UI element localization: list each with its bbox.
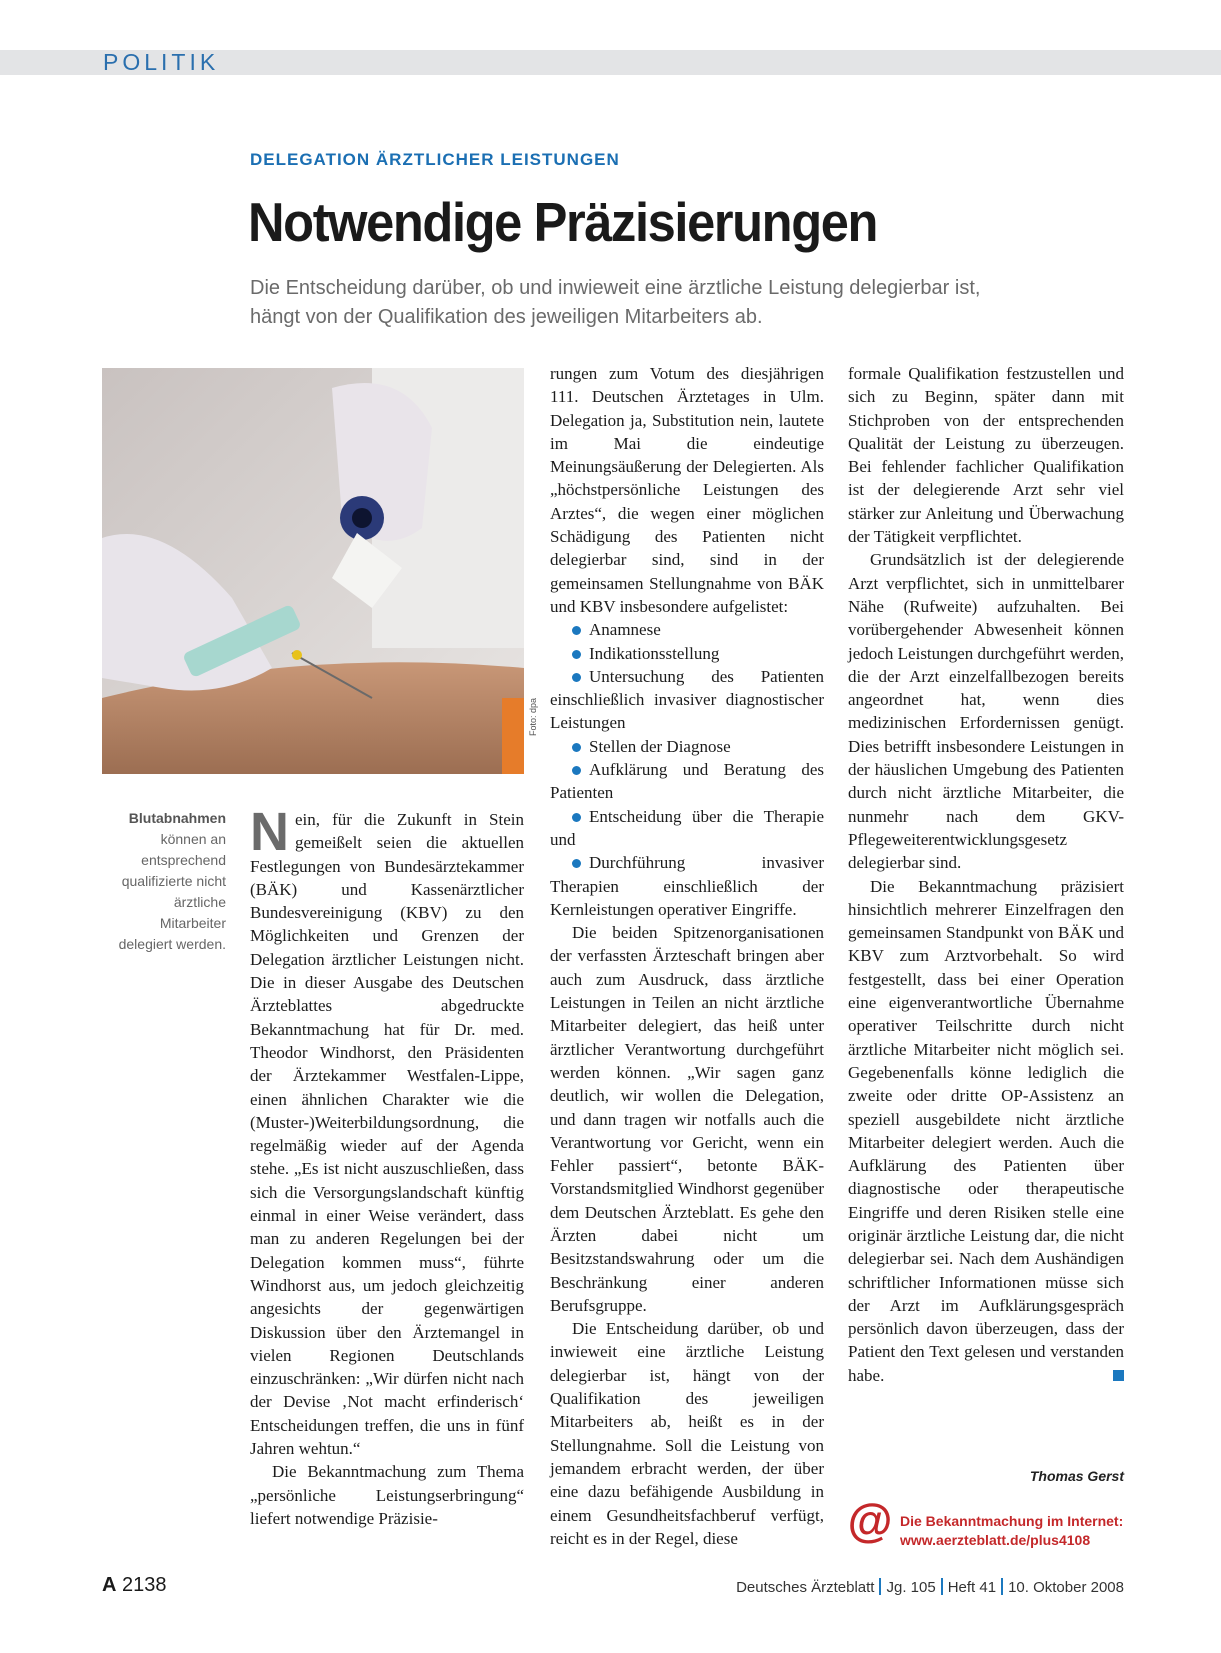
bullet-icon — [572, 766, 581, 775]
list-item: Entscheidung über die Therapie und — [550, 806, 824, 849]
list-item: Indikationsstellung — [550, 642, 824, 665]
list-item: Durchführung invasiver Therapien einschließlich der Kernleistungen operativer Eingriffe. — [550, 853, 824, 919]
bullet-icon — [572, 813, 581, 822]
bullet-icon — [572, 859, 581, 868]
column-1 — [250, 802, 524, 1530]
paragraph: Grundsätzlich ist der delegierende Arzt verpflichtet, sich in unmittelbarer Nähe (Rufweite) aufzuhalten. Bei vorübergehender Abwesenheit können jedoch Leistungen durchgeführt werden, die der Arzt einzelfallbezogen bereits angeordnet hat, wenn dies medizinischen Erfordernissen genügt. Dies betrifft insbesondere Leistungen in der häuslichen Umgebung des Patienten durch nicht ärztliche Mitarbeiter, die nunmehr nach dem GKV-Pflegeweiterentwicklungsgesetz delegierbar sind. — [848, 550, 1124, 873]
bullet-icon — [572, 743, 581, 752]
volume: Jg. 105 — [886, 1579, 936, 1596]
article-photo — [102, 368, 524, 774]
photo-caption — [110, 808, 226, 955]
column-2 — [550, 362, 824, 1550]
page-number: A 2138 — [102, 1574, 167, 1596]
article-headline: Notwendige Präzisierungen — [248, 191, 878, 253]
bullet-icon — [572, 673, 581, 682]
internet-reference — [900, 1512, 1123, 1550]
caption-text: können an entsprechend qualifizierte nicht ärztliche Mitarbeiter delegiert werden. — [118, 831, 226, 952]
bullet-icon — [572, 626, 581, 635]
paragraph: rungen zum Votum des diesjährigen 111. Deutschen Ärztetages in Ulm. Delegation ja, Substitution nein, lautete im Mai die eindeutige Meinungsäußerung der Delegierten. Als „höchstpersönliche Leistungen des Arztes“, die wegen einer möglichen Schädigung des Patienten nicht delegierbar sind, sind in der gemeinsamen Stellungnahme von BÄK und KBV insbesondere aufgelistet: — [550, 364, 824, 616]
svg-text:@: @ — [847, 1496, 893, 1544]
article-kicker: DELEGATION ÄRZTLICHER LEISTUNGEN — [250, 150, 620, 169]
article-lede: Die Entscheidung darüber, ob und inwieweit eine ärztliche Leistung delegierbar ist, hängt von der Qualifikation des jeweiligen Mitarbeiters ab. — [250, 277, 981, 328]
issue-date: 10. Oktober 2008 — [1008, 1579, 1124, 1596]
separator — [1001, 1578, 1003, 1595]
internet-label: Die Bekanntmachung im Internet: — [900, 1513, 1124, 1529]
list-item: Untersuchung des Patienten einschließlich invasiver diagnostischer Leistungen — [550, 666, 824, 733]
journal-name: Deutsches Ärzteblatt — [736, 1579, 875, 1596]
paragraph: Nein, für die Zukunft in Stein gemeißelt seien die aktuellen Festlegungen von Bundesärztekammer (BÄK) und Kassenärztlicher Bundesvereinigung (KBV) zu den Möglichkeiten und Grenzen der Delegation ärztlicher Leistungen nicht. Die in dieser Ausgabe des Deutschen Ärzteblattes abgedruckte Bekanntmachung hat für Dr. med. Theodor Windhorst, den Präsidenten der Ärztekammer Westfalen-Lippe, einen ähnlichen Charakter wie die (Muster-)Weiterbildungsordnung, die regelmäßig wieder auf der Agenda stehe. „Es ist nicht auszuschließen, dass sich die Versorgungslandschaft künftig einmal in einer Weise verändert, dass man zu anderen Regelungen bei der Delegation kommen muss“, führte Windhorst aus, um jedoch gleichzeitig angesichts der gegenwärtigen Diskussion über den Ärztemangel in vielen Regionen Deutschlands einzuschränken: „Wir dürfen nicht nach der Devise ‚Not macht erfinderisch‘ Entscheidungen treffen, die uns in fünf Jahren wehtun.“ — [250, 802, 524, 1459]
end-mark-icon — [1113, 1370, 1124, 1381]
column-3 — [848, 362, 1124, 1387]
internet-link[interactable]: www.aerzteblatt.de/plus4108 — [900, 1532, 1091, 1548]
drop-cap: N — [250, 802, 289, 862]
photo-credit: Foto: dpa — [528, 697, 538, 736]
section-label: POLITIK — [103, 49, 220, 75]
paragraph: formale Qualifikation festzustellen und sich zu Beginn, später dann mit Stichproben von der entsprechenden Qualität der Leistung zu überzeugen. Bei fehlender fachlicher Qualifikation ist der delegierende Arzt sehr viel stärker zur Anleitung und Überwachung der Tätigkeit verpflichtet. — [848, 364, 1124, 547]
caption-lead: Blutabnahmen — [128, 810, 226, 826]
paragraph: Die Entscheidung darüber, ob und inwieweit eine ärztliche Leistung delegierbar ist, hängt von der Qualifikation des jeweiligen Mitarbeiters ab, heißt es in der Stellungnahme. Soll die Leistung von jemandem erbracht werden, der über eine dazu befähigende Ausbildung in einem Gesundheitsfachberuf verfügt, reicht es in der Regel, diese — [550, 1319, 824, 1548]
page-footer — [736, 1578, 1124, 1596]
paragraph: Die Bekanntmachung präzisiert hinsichtlich mehrerer Einzelfragen den gemeinsamen Standpunkt von BÄK und KBV zum Arztvorbehalt. So wird festgestellt, dass bei einer Operation eine eigenverantwortliche Übernahme operativer Teilschritte durch nicht ärztliche Mitarbeiter nicht möglich sei. Gegebenenfalls könne lediglich die zweite oder dritte OP-Assistenz an speziell ausgebildete nicht ärztliche Mitarbeiter delegiert werden. Auch die Aufklärung des Patienten über diagnostische oder therapeutische Eingriffe und deren Risiken stelle eine originär ärztliche Leistung dar, die nicht delegierbar sei. Nach dem Aushändigen schriftlicher Informationen müsse sich der Arzt im Aufklärungsgespräch persönlich davon überzeugen, dass der Patient den Text gelesen und verstanden habe. — [848, 876, 1124, 1385]
separator — [879, 1578, 881, 1595]
author-name: Thomas Gerst — [1029, 1468, 1124, 1484]
paragraph: Die beiden Spitzenorganisationen der verfassten Ärzteschaft bringen aber auch zum Ausdruck, dass ärztliche Leistungen in Teilen an nicht ärztliche Mitarbeiter delegiert, das heiß unter ärztlicher Verantwortung durchgeführt werden können. „Wir sagen ganz deutlich, wir wollen die Delegation, und dann tragen wir notfalls auch die Verantwortung vor Gericht, wenn ein Fehler passiert“, betonte BÄK-Vorstandsmitglied Windhorst gegenüber dem Deutschen Ärzteblatt. Es gehe den Ärzten dabei nicht um Besitzstandswahrung oder um die Beschränkung einer anderen Berufsgruppe. — [550, 923, 824, 1315]
list-item: Anamnese — [550, 618, 824, 641]
list-item: Stellen der Diagnose — [550, 735, 824, 758]
paragraph: Die Bekanntmachung zum Thema „persönliche Leistungserbringung“ liefert notwendige Präzisie- — [250, 1462, 524, 1528]
separator — [941, 1578, 943, 1595]
bullet-icon — [572, 650, 581, 659]
issue: Heft 41 — [947, 1579, 997, 1596]
list-item: Aufklärung und Beratung des Patienten — [550, 760, 824, 803]
at-sign-icon — [846, 1496, 894, 1544]
